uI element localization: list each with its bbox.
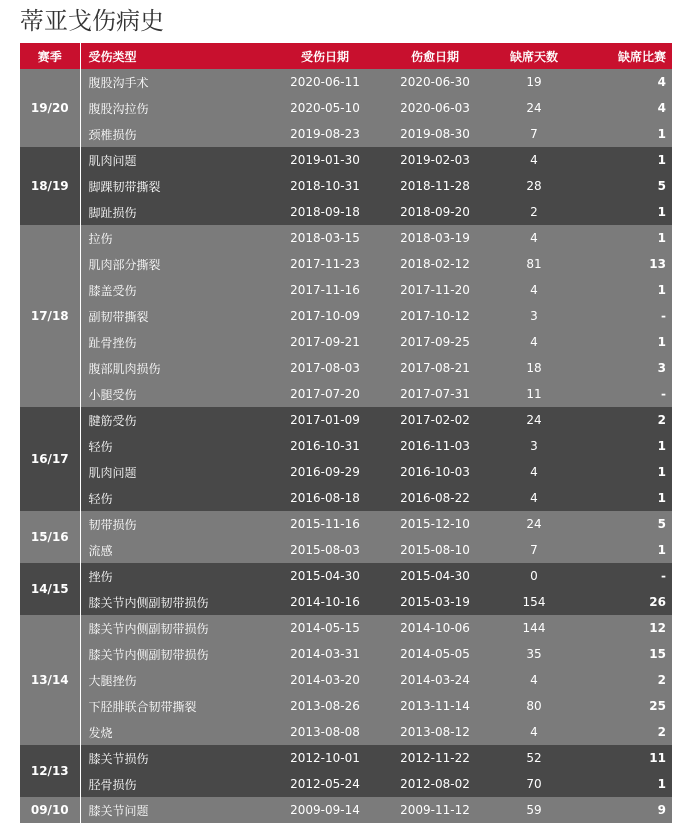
table-row — [20, 69, 672, 95]
table-row — [20, 667, 672, 693]
games-missed-cell: 1 — [657, 153, 666, 167]
days-missed-cell: 59 — [526, 803, 542, 817]
season-cell: 16/17 — [20, 407, 80, 511]
games-missed-cell: 1 — [657, 231, 666, 245]
games-missed-cell: - — [661, 309, 666, 323]
injury-type-cell: 膝盖受伤 — [88, 283, 137, 298]
table-row — [20, 511, 672, 537]
return-date-cell: 2018-02-12 — [400, 257, 470, 271]
table-row — [20, 563, 672, 589]
column-header-days: 缺席天数 — [509, 49, 558, 64]
injury-date-cell: 2013-08-08 — [290, 725, 360, 739]
return-date-cell: 2018-09-20 — [400, 205, 470, 219]
games-missed-cell: 4 — [657, 75, 666, 89]
injury-date-cell: 2015-04-30 — [290, 569, 360, 583]
table-row — [20, 745, 672, 771]
season-cell: 14/15 — [20, 563, 80, 615]
table-row — [20, 459, 672, 485]
games-missed-cell: 9 — [657, 803, 666, 817]
table-row — [20, 433, 672, 459]
games-missed-cell: 5 — [657, 179, 666, 193]
days-missed-cell: 81 — [526, 257, 542, 271]
season-cell: 19/20 — [20, 69, 80, 147]
return-date-cell: 2020-06-03 — [400, 101, 470, 115]
games-missed-cell: 2 — [657, 413, 666, 427]
injury-type-cell: 膝关节损伤 — [88, 751, 149, 766]
games-missed-cell: 11 — [649, 751, 666, 765]
days-missed-cell: 2 — [530, 205, 538, 219]
injury-type-cell: 小腿受伤 — [88, 387, 137, 402]
return-date-cell: 2017-09-25 — [400, 335, 470, 349]
table-row — [20, 277, 672, 303]
days-missed-cell: 28 — [526, 179, 542, 193]
games-missed-cell: 2 — [657, 725, 666, 739]
table-row — [20, 537, 672, 563]
season-cell: 09/10 — [20, 797, 80, 823]
days-missed-cell: 19 — [526, 75, 542, 89]
days-missed-cell: 4 — [530, 725, 538, 739]
table-row — [20, 147, 672, 173]
return-date-cell: 2017-08-21 — [400, 361, 470, 375]
days-missed-cell: 4 — [530, 491, 538, 505]
injury-date-cell: 2016-10-31 — [290, 439, 360, 453]
table-row — [20, 225, 672, 251]
games-missed-cell: 1 — [657, 283, 666, 297]
injury-date-cell: 2014-03-20 — [290, 673, 360, 687]
games-missed-cell: 3 — [657, 361, 666, 375]
injury-type-cell: 膝关节问题 — [88, 803, 149, 818]
injury-type-cell: 膝关节内侧副韧带损伤 — [88, 621, 209, 636]
return-date-cell: 2018-11-28 — [400, 179, 470, 193]
injury-date-cell: 2017-09-21 — [290, 335, 360, 349]
return-date-cell: 2017-07-31 — [400, 387, 470, 401]
days-missed-cell: 154 — [522, 595, 546, 609]
games-missed-cell: 15 — [649, 647, 666, 661]
return-date-cell: 2016-08-22 — [400, 491, 470, 505]
injury-type-cell: 胫骨损伤 — [88, 777, 137, 792]
table-row — [20, 95, 672, 121]
games-missed-cell: 26 — [649, 595, 666, 609]
season-cell: 18/19 — [20, 147, 80, 225]
days-missed-cell: 80 — [526, 699, 542, 713]
games-missed-cell: 1 — [657, 439, 666, 453]
return-date-cell: 2012-11-22 — [400, 751, 470, 765]
injury-date-cell: 2019-08-23 — [290, 127, 360, 141]
injury-type-cell: 轻伤 — [88, 439, 113, 454]
days-missed-cell: 24 — [526, 101, 542, 115]
injury-type-cell: 下胫腓联合韧带撕裂 — [88, 699, 197, 714]
header-row — [20, 43, 672, 69]
table-row — [20, 329, 672, 355]
return-date-cell: 2015-04-30 — [400, 569, 470, 583]
injury-type-cell: 膝关节内侧副韧带损伤 — [88, 595, 209, 610]
days-missed-cell: 24 — [526, 517, 542, 531]
return-date-cell: 2017-02-02 — [400, 413, 470, 427]
table-row — [20, 407, 672, 433]
table-row — [20, 589, 672, 615]
days-missed-cell: 4 — [530, 153, 538, 167]
days-missed-cell: 24 — [526, 413, 542, 427]
games-missed-cell: 1 — [657, 335, 666, 349]
injury-date-cell: 2013-08-26 — [290, 699, 360, 713]
return-date-cell: 2015-12-10 — [400, 517, 470, 531]
injury-type-cell: 肌肉问题 — [88, 465, 137, 480]
table-row — [20, 641, 672, 667]
games-missed-cell: 4 — [657, 101, 666, 115]
injury-date-cell: 2017-11-16 — [290, 283, 360, 297]
games-missed-cell: 12 — [649, 621, 666, 635]
games-missed-cell: 1 — [657, 205, 666, 219]
days-missed-cell: 4 — [530, 465, 538, 479]
return-date-cell: 2020-06-30 — [400, 75, 470, 89]
table-row — [20, 355, 672, 381]
table-row — [20, 381, 672, 407]
days-missed-cell: 4 — [530, 335, 538, 349]
column-header-from: 受伤日期 — [300, 49, 349, 64]
games-missed-cell: 1 — [657, 491, 666, 505]
table-row — [20, 719, 672, 745]
injury-type-cell: 拉伤 — [88, 231, 113, 246]
days-missed-cell: 0 — [530, 569, 538, 583]
column-header-until: 伤愈日期 — [410, 49, 459, 64]
table-row — [20, 615, 672, 641]
games-missed-cell: 1 — [657, 543, 666, 557]
injury-type-cell: 趾骨挫伤 — [88, 335, 137, 350]
injury-date-cell: 2017-08-03 — [290, 361, 360, 375]
games-missed-cell: 13 — [649, 257, 666, 271]
injury-date-cell: 2009-09-14 — [290, 803, 360, 817]
days-missed-cell: 4 — [530, 231, 538, 245]
table-body — [20, 69, 672, 823]
games-missed-cell: 25 — [649, 699, 666, 713]
return-date-cell: 2017-11-20 — [400, 283, 470, 297]
injury-date-cell: 2012-10-01 — [290, 751, 360, 765]
injury-type-cell: 膝关节内侧副韧带损伤 — [88, 647, 209, 662]
days-missed-cell: 35 — [526, 647, 542, 661]
table-row — [20, 303, 672, 329]
injury-type-cell: 发烧 — [88, 725, 113, 740]
injury-type-cell: 轻伤 — [88, 491, 113, 506]
return-date-cell: 2009-11-12 — [400, 803, 470, 817]
days-missed-cell: 3 — [530, 439, 538, 453]
return-date-cell: 2014-03-24 — [400, 673, 470, 687]
injury-type-cell: 腱筋受伤 — [88, 413, 137, 428]
injury-date-cell: 2017-11-23 — [290, 257, 360, 271]
table-row — [20, 693, 672, 719]
injury-date-cell: 2018-03-15 — [290, 231, 360, 245]
injury-type-cell: 颈椎损伤 — [88, 127, 137, 142]
injury-date-cell: 2019-01-30 — [290, 153, 360, 167]
table-row — [20, 797, 672, 823]
season-cell: 17/18 — [20, 225, 80, 407]
days-missed-cell: 144 — [522, 621, 546, 635]
days-missed-cell: 52 — [526, 751, 542, 765]
return-date-cell: 2018-03-19 — [400, 231, 470, 245]
injury-type-cell: 挫伤 — [88, 569, 113, 584]
injury-date-cell: 2016-09-29 — [290, 465, 360, 479]
injury-date-cell: 2014-10-16 — [290, 595, 360, 609]
injury-type-cell: 腹股沟拉伤 — [88, 101, 149, 116]
injury-date-cell: 2018-10-31 — [290, 179, 360, 193]
injury-history-table — [20, 43, 672, 823]
column-header-injury: 受伤类型 — [88, 49, 137, 64]
table-row — [20, 485, 672, 511]
return-date-cell: 2015-03-19 — [400, 595, 470, 609]
injury-date-cell: 2014-05-15 — [290, 621, 360, 635]
return-date-cell: 2014-10-06 — [400, 621, 470, 635]
games-missed-cell: 1 — [657, 777, 666, 791]
return-date-cell: 2015-08-10 — [400, 543, 470, 557]
injury-date-cell: 2020-06-11 — [290, 75, 360, 89]
return-date-cell: 2013-08-12 — [400, 725, 470, 739]
games-missed-cell: 5 — [657, 517, 666, 531]
games-missed-cell: - — [661, 569, 666, 583]
injury-date-cell: 2018-09-18 — [290, 205, 360, 219]
table-row — [20, 121, 672, 147]
return-date-cell: 2017-10-12 — [400, 309, 470, 323]
table-row — [20, 771, 672, 797]
injury-type-cell: 肌肉部分撕裂 — [88, 257, 161, 272]
days-missed-cell: 7 — [530, 127, 538, 141]
column-header-season: 赛季 — [20, 43, 80, 69]
days-missed-cell: 70 — [526, 777, 542, 791]
column-header-games: 缺席比赛 — [617, 49, 666, 64]
table-row — [20, 251, 672, 277]
table-header — [20, 43, 672, 69]
return-date-cell: 2013-11-14 — [400, 699, 470, 713]
injury-date-cell: 2015-08-03 — [290, 543, 360, 557]
injury-type-cell: 大腿挫伤 — [88, 673, 137, 688]
injury-type-cell: 韧带损伤 — [88, 517, 137, 532]
injury-type-cell: 肌肉问题 — [88, 153, 137, 168]
page-title: 蒂亚戈伤病史 — [20, 7, 164, 35]
days-missed-cell: 4 — [530, 283, 538, 297]
injury-date-cell: 2015-11-16 — [290, 517, 360, 531]
injury-date-cell: 2016-08-18 — [290, 491, 360, 505]
return-date-cell: 2016-11-03 — [400, 439, 470, 453]
season-cell: 13/14 — [20, 615, 80, 745]
injury-date-cell: 2020-05-10 — [290, 101, 360, 115]
season-cell: 12/13 — [20, 745, 80, 797]
injury-date-cell: 2014-03-31 — [290, 647, 360, 661]
injury-date-cell: 2017-01-09 — [290, 413, 360, 427]
days-missed-cell: 18 — [526, 361, 542, 375]
season-cell: 15/16 — [20, 511, 80, 563]
table-row — [20, 199, 672, 225]
games-missed-cell: - — [661, 387, 666, 401]
games-missed-cell: 1 — [657, 127, 666, 141]
games-missed-cell: 1 — [657, 465, 666, 479]
return-date-cell: 2019-08-30 — [400, 127, 470, 141]
injury-type-cell: 脚踝韧带撕裂 — [88, 179, 161, 194]
injury-type-cell: 脚趾损伤 — [88, 205, 137, 220]
injury-date-cell: 2012-05-24 — [290, 777, 360, 791]
return-date-cell: 2012-08-02 — [400, 777, 470, 791]
injury-type-cell: 腹部肌肉损伤 — [88, 361, 161, 376]
return-date-cell: 2014-05-05 — [400, 647, 470, 661]
injury-type-cell: 流感 — [88, 543, 113, 558]
days-missed-cell: 3 — [530, 309, 538, 323]
return-date-cell: 2019-02-03 — [400, 153, 470, 167]
days-missed-cell: 7 — [530, 543, 538, 557]
games-missed-cell: 2 — [657, 673, 666, 687]
days-missed-cell: 4 — [530, 673, 538, 687]
injury-type-cell: 副韧带撕裂 — [88, 309, 149, 324]
injury-date-cell: 2017-10-09 — [290, 309, 360, 323]
return-date-cell: 2016-10-03 — [400, 465, 470, 479]
injury-type-cell: 腹股沟手术 — [88, 75, 149, 90]
days-missed-cell: 11 — [526, 387, 542, 401]
injury-date-cell: 2017-07-20 — [290, 387, 360, 401]
table-row — [20, 173, 672, 199]
